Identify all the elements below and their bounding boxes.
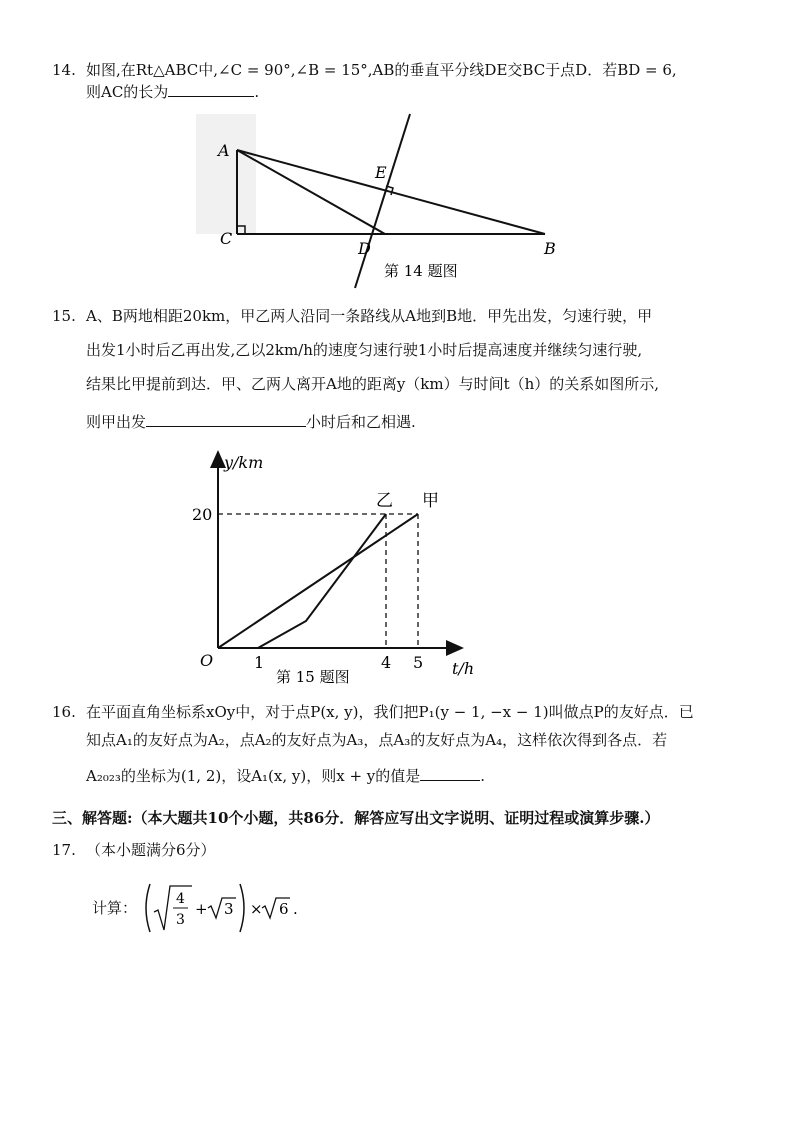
x-tick-5: 5 [413, 653, 424, 672]
q15-number: 15. [52, 307, 76, 325]
q15-text-5: 小时后和乙相遇. [306, 413, 416, 431]
q16-text-3: A₂₀₂₃的坐标为(1, 2)，设A₁(x, y)，则x + y的值是 [86, 767, 421, 785]
segment-AB [237, 150, 545, 234]
q15-caption: 第 15 题图 [276, 668, 350, 686]
x-axis-label: t/h [452, 659, 475, 678]
q14-number: 14. [52, 61, 76, 79]
q17-line1 [52, 840, 216, 860]
segment-AD [237, 150, 385, 234]
q16-period: . [480, 767, 486, 785]
q17-number: 17. [52, 841, 76, 859]
sqrt6-radicand: 6 [279, 900, 289, 918]
q14-answer-blank[interactable] [168, 82, 254, 97]
q14-period: . [254, 83, 260, 101]
label-B: B [544, 239, 556, 258]
q17-label: 计算： [92, 899, 138, 917]
sqrt3-radicand: 3 [224, 900, 234, 918]
q16-line2 [86, 730, 667, 750]
line-yi [258, 514, 386, 648]
q14-caption: 第 14 题图 [384, 262, 458, 280]
q15-text-1: A、B两地相距20km，甲乙两人沿同一条路线从A地到B地．甲先出发，匀速行驶，甲 [86, 307, 653, 325]
q16-line1 [52, 702, 694, 722]
q16-text-2: 知点A₁的友好点为A₂，点A₂的友好点为A₃，点A₃的友好点为A₄，这样依次得到各点．若 [86, 731, 668, 749]
fraction-denominator: 3 [176, 912, 185, 928]
q14-text-1: 如图,在Rt△ABC中,∠C = 90°,∠B = 15°,AB的垂直平分线DE交BC于点D．若BD = 6, [86, 61, 677, 79]
q16-answer-blank[interactable] [420, 766, 480, 781]
q17-period: . [293, 900, 298, 918]
origin-label: O [200, 651, 214, 670]
q16-text-1: 在平面直角坐标系xOy中，对于点P(x, y)，我们把P₁(y − 1, −x − 1)叫做点P的友好点．已 [86, 703, 694, 721]
series-label-yi: 乙 [376, 491, 393, 511]
plus-sign: + [195, 900, 208, 918]
x-tick-4: 4 [381, 653, 392, 672]
right-paren [240, 884, 244, 932]
q15-text-3: 结果比甲提前到达．甲、乙两人离开A地的距离y（km）与时间t（h）的关系如图所示, [86, 375, 660, 393]
q15-answer-blank[interactable] [146, 412, 306, 427]
x-tick-1: 1 [254, 653, 265, 672]
fraction-numerator: 4 [176, 891, 185, 907]
q15-line2 [86, 340, 642, 360]
q15-text-2: 出发1小时后乙再出发,乙以2km/h的速度匀速行驶1小时后提高速度并继续匀速行驶, [86, 341, 643, 359]
q17-points: （本小题满分6分） [86, 841, 216, 859]
q14-line2 [86, 82, 259, 102]
q16-line3 [86, 766, 485, 786]
q15-line4 [86, 412, 416, 432]
label-D: D [358, 239, 371, 258]
q15-line3 [86, 374, 659, 394]
label-A: A [218, 141, 230, 160]
q15-line1 [52, 306, 652, 326]
left-paren [146, 884, 150, 932]
section3-heading: 三、解答题:（本大题共10个小题，共86分．解答应写出文字说明、证明过程或演算步骤.） [52, 809, 660, 827]
series-label-jia: 甲 [422, 491, 439, 511]
q14-line1 [52, 60, 677, 80]
y-axis-label: y/km [224, 453, 264, 472]
q17-expression [140, 876, 300, 940]
label-C: C [220, 229, 233, 248]
label-E: E [375, 163, 387, 182]
q15-figure [190, 446, 490, 690]
y-tick-20: 20 [192, 505, 213, 524]
scan-shading [196, 114, 256, 234]
times-sign: × [250, 900, 263, 918]
q14-text-2: 则AC的长为 [86, 83, 169, 101]
q16-number: 16. [52, 703, 76, 721]
q15-text-4: 则甲出发 [86, 413, 147, 431]
q14-figure [190, 110, 580, 290]
line-jia [218, 514, 418, 648]
